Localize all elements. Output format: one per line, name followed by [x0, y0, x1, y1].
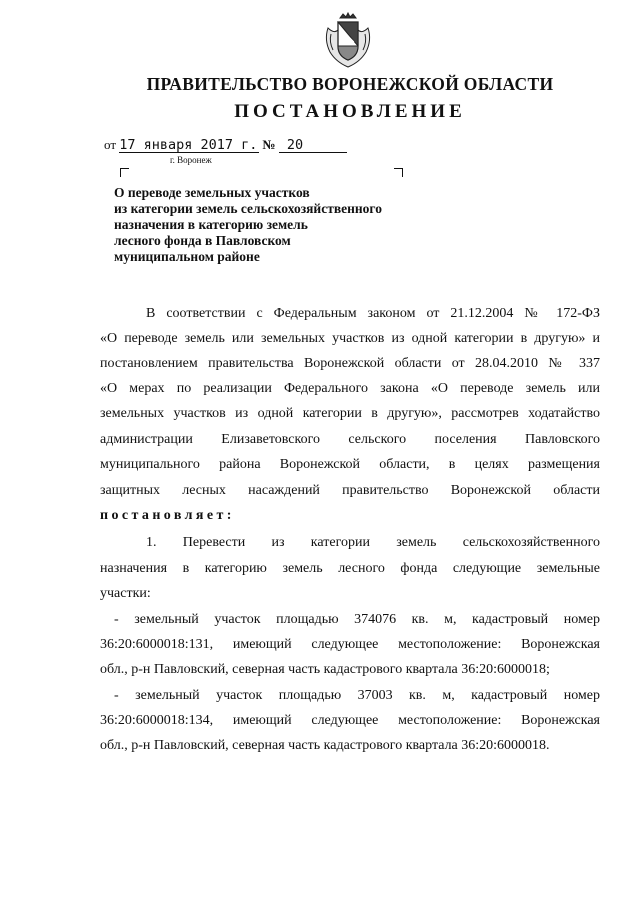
body-line: «О переводе земель или земельных участков из одной категории в другую» и [100, 331, 600, 346]
body-line: 1. Перевести из категории земель сельскохозяйственного [146, 535, 600, 550]
subject-line: О переводе земельных участков [114, 185, 310, 200]
document-number: 20 [279, 138, 347, 153]
number-prefix: № [262, 137, 276, 152]
decree-word: постановляет: [100, 508, 235, 523]
organization-title: ПРАВИТЕЛЬСТВО ВОРОНЕЖСКОЙ ОБЛАСТИ [146, 74, 554, 94]
coat-of-arms-icon [322, 12, 374, 70]
body-line: участки: [100, 586, 151, 601]
body-line: назначения в категорию земель лесного фонда следующие земельные [100, 561, 600, 576]
body-line: 36:20:6000018:131, имеющий следующее местоположение: Воронежская [100, 637, 600, 652]
body-line: «О мерах по реализации Федерального закона «О переводе земель или [100, 381, 600, 396]
body-line: - земельный участок площадью 37003 кв. м, кадастровый номер [114, 688, 600, 703]
subject-line: муниципальном районе [114, 249, 260, 264]
document-type: ПОСТАНОВЛЕНИЕ [234, 101, 466, 122]
body-line: муниципального района Воронежской области, в целях размещения [100, 457, 600, 472]
subject-line: из категории земель сельскохозяйственного [114, 201, 382, 216]
date-number-line [104, 137, 347, 153]
body-line: администрации Елизаветовского сельского поселения Павловского [100, 432, 600, 447]
subject-line: лесного фонда в Павловском [114, 233, 291, 248]
body-line: обл., р-н Павловский, северная часть кадастрового квартала 36:20:6000018; [100, 662, 550, 677]
document-city: г. Воронеж [170, 155, 212, 165]
body-line: постановлением правительства Воронежской области от 28.04.2010 № 337 [100, 356, 600, 371]
date-prefix: от [104, 137, 117, 152]
subject-line: назначения в категорию земель [114, 217, 308, 232]
document-subject [114, 185, 444, 265]
body-line: 36:20:6000018:134, имеющий следующее местоположение: Воронежская [100, 713, 600, 728]
body-line: - земельный участок площадью 374076 кв. м, кадастровый номер [114, 612, 600, 627]
body-line: обл., р-н Павловский, северная часть кадастрового квартала 36:20:6000018. [100, 738, 550, 753]
corner-mark-right [394, 168, 403, 177]
body-line: земельных участков из одной категории в другую», рассмотрев ходатайство [100, 406, 600, 421]
corner-mark-left [120, 168, 129, 177]
body-line: В соответствии с Федеральным законом от 21.12.2004 № 172-ФЗ [146, 306, 600, 321]
body-line: защитных лесных насаждений правительство Воронежской области [100, 483, 600, 498]
document-date: 17 января 2017 г. [119, 137, 258, 153]
